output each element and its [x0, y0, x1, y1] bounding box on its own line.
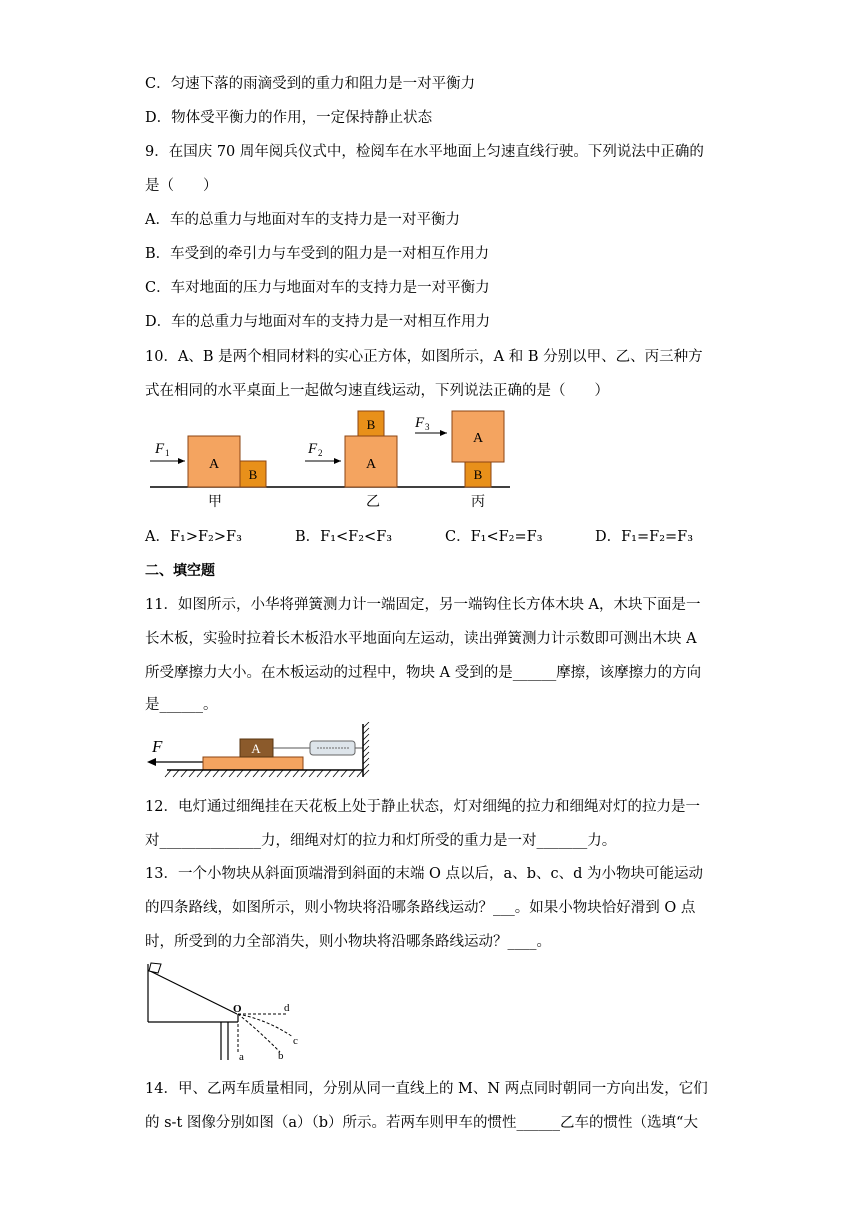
q11-figure	[145, 722, 375, 780]
q10-block-b-bing-label: B	[473, 467, 483, 482]
q10-option-c: C．F₁<F₂=F₃	[445, 529, 543, 545]
q12-stem-line1: 12．电灯通过细绳挂在天花板上处于静止状态，灯对细绳的拉力和细绳对灯的拉力是一	[145, 799, 700, 815]
q10-block-a-jia-label: A	[208, 457, 220, 472]
q13-point-o: O	[233, 1003, 242, 1015]
q10-option-b: B．F₁<F₂<F₃	[295, 529, 393, 545]
q11-block-a-label: A	[251, 741, 261, 756]
q10-force1-label: F	[155, 441, 165, 457]
q11-long-board	[203, 757, 303, 770]
q11-force-label: F	[152, 737, 163, 756]
q9-stem-line1: 9．在国庆 70 周年阅兵仪式中，检阅车在水平地面上匀速直线行驶。下列说法中正确的	[145, 144, 704, 160]
q13-stem-line3: 时，所受到的力全部消失，则小物块将沿哪条路线运动？____。	[145, 934, 551, 950]
q10-label-yi: 乙	[366, 494, 380, 510]
q9-stem-line2: 是（ ）	[145, 178, 218, 194]
q12-stem-line2: 对______________力，细绳对灯的拉力和灯所受的重力是一对_______力。	[145, 833, 617, 849]
q11-stem-line2: 长木板，实验时拉着长木板沿水平地面向左运动，读出弹簧测力计示数即可测出木块 A	[145, 631, 697, 647]
q10-figure	[145, 408, 515, 513]
q9-option-a: A．车的总重力与地面对车的支持力是一对平衡力	[145, 212, 460, 228]
q13-stem-line1: 13．一个小物块从斜面顶端滑到斜面的末端 O 点以后，a、b、c、d 为小物块可能运动	[145, 866, 703, 882]
q10-option-a: A．F₁>F₂>F₃	[145, 529, 242, 545]
q10-block-b-jia-label: B	[248, 467, 258, 482]
q10-force1-sub: 1	[165, 448, 170, 458]
q14-stem-line1: 14．甲、乙两车质量相同，分别从同一直线上的 M、N 两点同时朝同一方向出发，它们	[145, 1081, 708, 1097]
q13-path-b: b	[278, 1050, 284, 1062]
q10-stem-line1: 10．A、B 是两个相同材料的实心正方体，如图所示，A 和 B 分别以甲、乙、丙三种方	[145, 349, 703, 365]
q10-option-d: D．F₁=F₂=F₃	[595, 529, 694, 545]
q13-path-c: c	[293, 1035, 298, 1047]
q14-stem-line2: 的 s-t 图像分别如图（a）（b）所示。若两车则甲车的惯性______乙车的惯性（选填“大	[145, 1115, 698, 1131]
q10-force2-label: F	[308, 441, 318, 457]
q13-stem-line2: 的四条路线，如图所示，则小物块将沿哪条路线运动？___。如果小物块恰好滑到 O 点	[145, 900, 696, 916]
q11-stem-line3: 所受摩擦力大小。在木板运动的过程中，物块 A 受到的是______摩擦，该摩擦力的方向	[145, 665, 702, 681]
q10-block-b-yi-label: B	[366, 417, 376, 432]
q13-figure	[143, 960, 343, 1062]
q10-block-a-yi-label: A	[365, 457, 377, 472]
q10-force2-sub: 2	[318, 448, 323, 458]
section-title-fill-blank: 二、填空题	[145, 563, 215, 579]
q10-force3-sub: 3	[425, 422, 430, 432]
q13-path-a: a	[239, 1051, 244, 1062]
q10-label-jia: 甲	[208, 494, 222, 510]
q9-option-b: B．车受到的牵引力与车受到的阻力是一对相互作用力	[145, 246, 490, 262]
q10-force3-label: F	[415, 415, 425, 431]
q9-option-c: C．车对地面的压力与地面对车的支持力是一对平衡力	[145, 280, 490, 296]
q11-stem-line1: 11．如图所示，小华将弹簧测力计一端固定，另一端钩住长方体木块 A，木块下面是一	[145, 597, 701, 613]
q10-label-bing: 丙	[471, 494, 485, 510]
q8-option-d: D．物体受平衡力的作用，一定保持静止状态	[145, 110, 433, 126]
q10-stem-line2: 式在相同的水平桌面上一起做匀速直线运动，下列说法正确的是（ ）	[145, 383, 609, 399]
q13-path-d: d	[284, 1002, 290, 1014]
q8-option-c: C．匀速下落的雨滴受到的重力和阻力是一对平衡力	[145, 76, 476, 92]
q10-block-a-bing-label: A	[472, 431, 484, 446]
q11-stem-line4: 是______。	[145, 697, 218, 713]
q9-option-d: D．车的总重力与地面对车的支持力是一对相互作用力	[145, 314, 491, 330]
